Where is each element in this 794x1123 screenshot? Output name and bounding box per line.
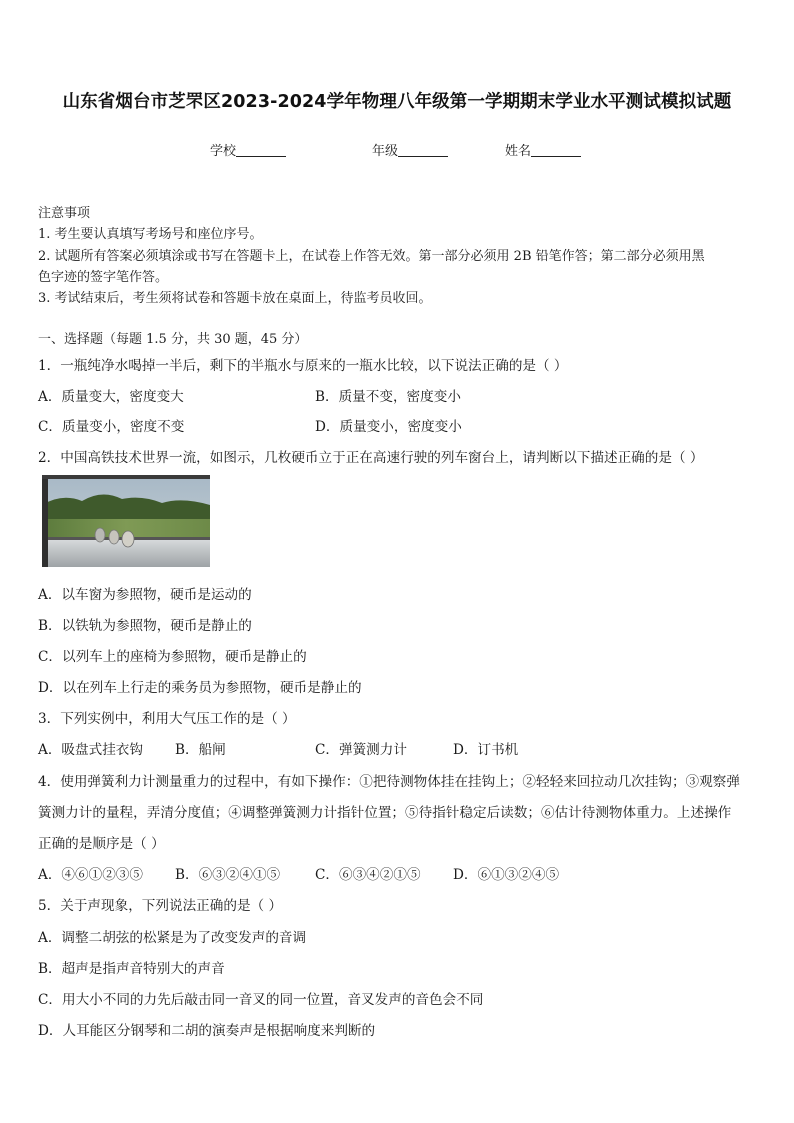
note-item-2-cont: 色字迹的签字笔作答。 (38, 270, 169, 285)
section-heading: 一、选择题（每题 1.5 分，共 30 题，45 分） (38, 332, 308, 347)
q1-option-c: C．质量变小，密度不变 (38, 419, 185, 435)
photo-illustration (42, 475, 210, 567)
q1-option-d: D．质量变小，密度变小 (315, 419, 462, 435)
q4-stem-line1: 4．使用弹簧利力计测量重力的过程中，有如下操作：①把待测物体挂在挂钩上；②轻轻来回拉动几次挂钩；③观察弹 (38, 774, 740, 790)
q2-option-a: A．以车窗为参照物，硬币是运动的 (38, 587, 252, 603)
grade-label: 年级 (372, 144, 399, 159)
q4-option-a: A．④⑥①②③⑤ (38, 867, 143, 883)
note-item-3: 3. 考试结束后，考生须将试卷和答题卡放在桌面上，待监考员收回。 (38, 291, 432, 306)
notes-heading: 注意事项 (38, 206, 91, 221)
q2-option-d: D．以在列车上行走的乘务员为参照物，硬币是静止的 (38, 680, 362, 696)
grade-blank[interactable] (398, 144, 448, 157)
train-window-coins-photo (42, 475, 210, 567)
name-field (505, 140, 581, 159)
q2-option-b: B．以铁轨为参照物，硬币是静止的 (38, 618, 252, 634)
q4-stem-line2: 簧测力计的量程，弄清分度值；④调整弹簧测力计指针位置；⑤待指针稳定后读数；⑥估计待测物体重力。上述操作 (38, 805, 732, 821)
q1-option-a: A．质量变大，密度变大 (38, 389, 184, 405)
q1-option-b: B．质量不变，密度变小 (315, 389, 461, 405)
school-label: 学校 (210, 144, 237, 159)
q2-option-c: C．以列车上的座椅为参照物，硬币是静止的 (38, 649, 307, 665)
q4-option-d: D．⑥①③②④⑤ (453, 867, 560, 883)
q1-stem: 1．一瓶纯净水喝掉一半后，剩下的半瓶水与原来的一瓶水比较，以下说法正确的是（ ） (38, 358, 568, 374)
q5-option-b: B．超声是指声音特别大的声音 (38, 961, 225, 977)
name-label: 姓名 (505, 144, 532, 159)
q3-option-d: D．订书机 (453, 742, 519, 758)
q4-option-c: C．⑥③④②①⑤ (315, 867, 421, 883)
school-field (210, 140, 286, 159)
q3-option-a: A．吸盘式挂衣钩 (38, 742, 143, 758)
q3-option-b: B．船闸 (175, 742, 226, 758)
grade-field (372, 140, 448, 159)
q4-stem-line3: 正确的是顺序是（ ） (38, 836, 165, 852)
q3-option-c: C．弹簧测力计 (315, 742, 407, 758)
note-item-2: 2. 试题所有答案必须填涂或书写在答题卡上，在试卷上作答无效。第一部分必须用 2B 铅笔作答；第二部分必须用黑 (38, 249, 705, 264)
q4-option-b: B．⑥③②④①⑤ (175, 867, 281, 883)
q5-option-c: C．用大小不同的力先后敲击同一音叉的同一位置，音叉发声的音色会不同 (38, 992, 484, 1008)
q3-stem: 3．下列实例中，利用大气压工作的是（ ） (38, 711, 296, 727)
q5-stem: 5．关于声现象，下列说法正确的是（ ） (38, 898, 283, 914)
q2-stem: 2．中国高铁技术世界一流，如图示，几枚硬币立于正在高速行驶的列车窗台上，请判断以下描述正确的是（ ） (38, 450, 704, 466)
school-blank[interactable] (236, 144, 286, 157)
note-item-1: 1. 考生要认真填写考场号和座位序号。 (38, 227, 263, 242)
q5-option-a: A．调整二胡弦的松紧是为了改变发声的音调 (38, 930, 307, 946)
q5-option-d: D．人耳能区分钢琴和二胡的演奏声是根据响度来判断的 (38, 1023, 376, 1039)
exam-title: 山东省烟台市芝罘区2023-2024学年物理八年级第一学期期末学业水平测试模拟试题 (62, 92, 732, 112)
name-blank[interactable] (531, 144, 581, 157)
